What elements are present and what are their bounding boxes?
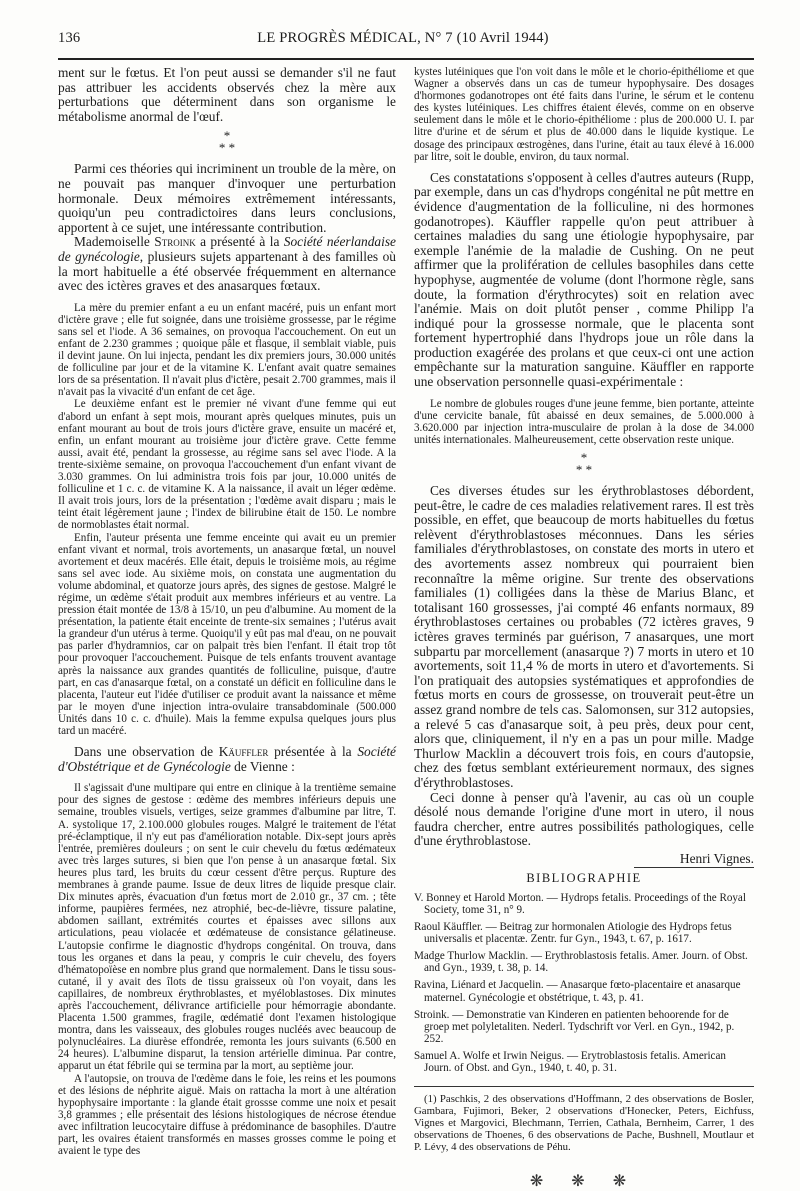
case-report: Enfin, l'auteur présenta une femme enceinte qui avait eu un premier enfant vivant et normal, trois avortements, un anasarque fœtal, un nouvel avortement et deux macérés. Elle était, depuis le troisième mois, au régime sans sel avec iode. Au sixième mois, on constata une augmentation du volume abdominal, et quatorze jours après, des signes de gestose. Malgré le régime, un œdème s'était produit aux membres inférieurs et au ventre. La pression était montée de 13/8 à 15/10, un peu d'albumine. Au moment de la présentation, la patiente était enceinte de trente-six semaines ; l'utérus avait la grandeur d'un utérus à terme. Quoiqu'il y eût pas mal d'eau, on ne pouvait pas parler d'hydramnios, car on palpait très bien l'enfant. Il était trop tôt pour provoquer l'accouchement. Puisque de tels enfants trouvent avantage après la naissance aux grandes quantités de folliculine, puisque, d'autre part, en cas d'anasarque fœtal, on a constaté un déficit en folliculine dans le placenta, l'auteur eut l'idée d'utiliser ce produit avant la naissance et même par le moyen d'une injection intra-ovulaire transabdominale (500.000 Unités dans 10 c. c. d'huile). Mais la femme expulsa quelques jours plus tard un macéré. xyxy=(58,531,396,737)
bibliography-entry: Raoul Käuffler. — Beitrag zur hormonalen Atiologie des Hydrops fetus universalis et placentæ. Zentr. fur Gyn., 1943, t. 67, p. 1617. xyxy=(414,921,732,946)
paragraph: Ces constatations s'opposent à celles d'autres auteurs (Rupp, par exemple, dans un cas d'hydrops congénital ne pût mettre en évidence d'augmentation de la folliculine, ni des hormones godanotropes). Käuffler rappelle qu'on peut attribuer à certaines maladies du sang une étiologie hypophysaire, par exemple l'anémie de la maladie de Cushing. On ne peut affirmer que la prolifération de cellules basophiles dans cette hypophyse, augmentée de volume (dont l'hormone règle, sans doute, la formation d'érythrocytes) soit en relation avec l'anémie. Mais on doit plutôt penser , comme Philipp l'a indiqué pour la grossesse normale, que le placenta sont fortement hypertrophié dans l'hydrops joue un rôle dans la production exagérée des prolans et que ceux-ci ont une action empêchante sur la maturation sanguine. Käuffler en rapporte une observation personnelle quasi-expérimentale : xyxy=(414,169,754,390)
header-rule xyxy=(58,58,754,60)
bibliography-entry: Madge Thurlow Macklin. — Erythroblastosis fetalis. Amer. Journ. of Obst. and Gyn., 1939, t. 38, p. 14. xyxy=(414,950,748,975)
paragraph: Ceci donne à penser qu'à l'avenir, au cas où un couple désolé nous demande l'origine d'une mort in utero, il nous faudra chercher, entre autres possibilités pathologiques, celle d'une érythroblastose. xyxy=(414,789,754,849)
paragraph: Parmi ces théories qui incriminent un trouble de la mère, on ne pouvait pas manquer d'invoquer une perturbation hormonale. Deux mémoires extrêmement intéressants, quoiqu'un peu contradictoires dans leurs conclusions, apportent à ce sujet, une intéressante contribution. xyxy=(58,161,396,235)
author-name: Stroink xyxy=(154,234,196,250)
left-column xyxy=(58,65,396,1158)
footnote: (1) Paschkis, 2 des observations d'Hoffmann, 2 des observations de Bosler, Gambara, Fujimori, Beker, 2 observations d'Honecker, Peters, Eichfuss, Vignes et Margovici, Blechmann, Terrien, Cathala, Bernheim, Carrer, 1 des observations de Thoenes, 6 des observations de Pache, Bushnell, Moutlaur et P. Lévy, 4 des observations de Péhu. xyxy=(414,1093,754,1154)
society-name: Société d'Obstétrique et de Gynécologie xyxy=(58,744,396,774)
bibliography-list xyxy=(414,892,754,1074)
page-header xyxy=(58,30,748,52)
paragraph: ment sur le fœtus. Et l'on peut aussi se demander s'il ne faut pas attribuer les accidents observés chez la mère aux perturbations que déterminent dans son organisme le métabolisme anormal de l'œuf. xyxy=(58,65,396,124)
paragraph: Mademoiselle Stroink a présenté à la Société néerlandaise de gynécologie, plusieurs sujets appartenant à des familles où la mort habituelle a été observée fréquemment en alternance avec des ictères graves et des anasarques fœtaux. xyxy=(58,234,396,294)
case-report: Il s'agissait d'une multipare qui entre en clinique à la trentième semaine pour des signes de gestose : œdème des membres inférieurs depuis une semaine, troubles visuels, vertiges, seize grammes d'albumine par litre, T. A. systolique 17, 2.100.000 globules rouges. Malgré le traitement de l'état pré-éclamptique, il n'y eut pas d'amélioration notable. Dix-sept jours après l'entrée, premières douleurs ; on sent le cuir chevelu du fœtus œdémateux avec très larges sutures, si bien que l'on pense à un anasarque fœtal. Six heures plus tard, les bruits du cœur cessent d'être perçus. Rupture des membranes à grande paume. Issue de deux litres de liquide presque clair. Dix minutes après, évacuation d'un fœtus mort de 2.010 gr., 37 cm. ; tête informe, paupières fermées, nez atrophié, bec-de-lièvre, tissure palatine, abdomen saillant, extrémités courtes et épaisses avec sillons aux articulations, peau violacée et œdémateuse de consistance gélatineuse. L'autopsie confirme le diagnostic d'hydrops congénital. On trouva, dans tous les organes et dans la peau, y compris le cuir chevelu, des foyers d'hématopoïèse en nombre plus grand que normalement. Dans le tissu sous-cutané, il y avait des îlots de tissu graisseux où l'on voyait, dans les capillaires, de nombreux érythroblastes, et myéloblastoses. Dix minutes après l'accouchement, délivrance artificielle pour hémorragie abondante. Placenta 1.500 grammes, fragile, œdématié dont l'examen histologique montra, dans les vaisseaux, des globules rouges nucléés avec beaucoup de polynucléaires. La diurèse effondrée, remonta les jours suivants (6.500 en 24 heures). L'albumine disparut, la tension artérielle diminua. Par contre, apparut un état fébrile qui se termina par la mort, au septième jour. xyxy=(58,782,396,1073)
page-number: 136 xyxy=(58,30,81,46)
case-report: Le nombre de globules rouges d'une jeune femme, bien portante, atteinte d'une cervicite banale, fût abaissé en deux semaines, de 5.000.000 à 3.620.000 par injection intra-musculaire de prolan à la dose de 34.000 unités internationales. Malheureusement, cette observation reste unique. xyxy=(414,397,754,446)
case-report: Le deuxième enfant est le premier né vivant d'une femme qui eut d'abord un enfant à sept mois, mourant après quelques minutes, puis un enfant mourant au bout de trois jours d'ictère grave, ensuite un macéré et, enfin, un enfant mourant au troisième jour d'ictère grave. Cette femme aussi, avait été, pendant la grossesse, au régime sans sel avec l'iode. A la trente-sixième semaine, on provoqua l'accouchement d'un enfant vivant de 3.030 grammes. On lui administra trois fois par jour, 10.000 unités de folliculine et 1 c. c. de vitamine K. A la naissance, il avait un léger œdème. Il avait trois jours, lors de la présentation ; l'œdème avait disparu ; mais le teint était légèrement jaune ; l'index de bilirubine était de 150. Le nombre de normoblastes était normal. xyxy=(58,398,396,532)
running-title: LE PROGRÈS MÉDICAL, N° 7 (10 Avril 1944) xyxy=(257,30,549,46)
bibliography-entry: Samuel A. Wolfe et Irwin Neigus. — Erytroblastosis fetalis. American Journ. of Obst. and Gyn., 1940, t. 40, p. 31. xyxy=(414,1049,726,1074)
society-name: Société néerlandaise de gynécologie xyxy=(58,234,396,264)
author-signature: Henri Vignes. xyxy=(679,850,754,866)
case-report: La mère du premier enfant a eu un enfant macéré, puis un enfant mort d'ictère grave ; elle fut soignée, dans une troisième grossesse, par le régime sans sel et l'iode. A 36 semaines, on provoqua l'accouchement. On eut un enfant de 2.230 grammes ; quoique pâle et flasque, il semblait viable, puis il devint jaune. On lui injecta, pendant les dix premiers jours, 30.000 unités de folliculine par jour et de la vitamine K. L'enfant avait quatre semaines lors de sa présentation. Il n'avait plus d'ictère, pesait 2.700 grammes, mais il n'avait pas la vivacité d'un enfant de cet âge. xyxy=(58,301,396,399)
bibliography-entry: Ravina, Liénard et Jacquelin. — Anasarque fœto-placentaire et anasarque maternel. Gynécologie et obstétrique, t. 43, p. 41. xyxy=(414,979,741,1004)
right-column xyxy=(414,66,754,1191)
bibliography-entry: Stroink. — Demonstratie van Kinderen en patienten behoorende for de groep met polyletaliten. Nederl. Tydschrift vor Verl. en Gyn., 1942, p. 252. xyxy=(414,1008,735,1045)
paragraph: Ces diverses études sur les érythroblastoses débordent, peut-être, le cadre de ces maladies relativement rares. Il est très possible, en effet, que beaucoup de morts habituelles du fœtus relèvent d'érythroblastoses méconnues. Dans les séries familiales d'érythroblastoses, on constate des morts in utero et des avortements assez nombreux qui pourraient bien reconnaître la même origine. Sur trente des observations familiales (1) colligées dans la thèse de Marius Blanc, et totalisant 160 grossesses, j'ai compté 46 enfants normaux, 89 érythroblastoses certaines ou probables (72 ictères graves, 9 ictères graves terminés par guérison, 7 anasarques, une mort subpartu par morcellement (anasarque ?) 7 morts in utero et 10 avortements, soit 11,4 % de morts in utero et d'avortements. Si l'on pratiquait des autopsies systématiques et approfondies de fœtus morts en cours de grossesse, on trouverait peut-être un assez grand nombre de tels cas. Salomonsen, sur 312 autopsies, a relevé 5 cas d'anasarque soit, à peu près, deux pour cent, alors que, cliniquement, il n'y en a pas un pour mille. Madge Thurlow Macklin a découvert trois fois, en cours d'autopsie, chez des fœtus semblant extérieurement normaux, des signes d'érythroblastoses. xyxy=(414,483,754,790)
case-report: kystes lutéiniques que l'on voit dans le môle et le chorio-épithéliome et que Wagner a observés dans un cas de tumeur hypophysaire. Des dosages d'hormones godanotropes ont été faits dans l'urine, le sérum et le contenu des kystes lutéiniques. Les chiffres étaient élevés, comme on en observe seulement dans le môle et le chorio-épithéliome : plus de 200.000 U. I. par litre d'urine et de sérum et plus de 40.000 dans le liquide kystique. Le dosage des principaux œstrogènes, dans l'urine, était au taux élevé à 16.000 par litre, soit le double, environ, du taux normal. xyxy=(414,66,754,163)
author-name: Käuffler xyxy=(218,744,269,760)
case-report: A l'autopsie, on trouva de l'œdème dans le foie, les reins et les poumons et des lésions de néphrite aiguë. Mais on rattacha la mort à une altération hypophysaire importante : la glande était grossse comme une noix et pesait 3,8 grammes ; elle présentait des lésions histologiques de nécrose étendue avec infiltration leucocytaire diffuse à prédominance de basophiles. D'autre part, les ovaires étaient transformés en masses grosses comme le poing et avaient le type des xyxy=(58,1072,396,1158)
bibliography-title: BIBLIOGRAPHIE xyxy=(526,870,642,885)
asterism: * * * xyxy=(218,128,236,156)
signature-rule xyxy=(634,867,754,868)
paragraph: Dans une observation de Käuffler présentée à la Société d'Obstétrique et de Gynécologie de Vienne : xyxy=(58,744,396,774)
printer-ornament: ❋ ❋ ❋ xyxy=(529,1173,639,1191)
asterism: * * * xyxy=(575,450,593,478)
bibliography-entry: V. Bonney et Harold Morton. — Hydrops fetalis. Proceedings of the Royal Society, tome 31, n° 9. xyxy=(414,891,746,916)
footnote-rule xyxy=(414,1086,754,1087)
